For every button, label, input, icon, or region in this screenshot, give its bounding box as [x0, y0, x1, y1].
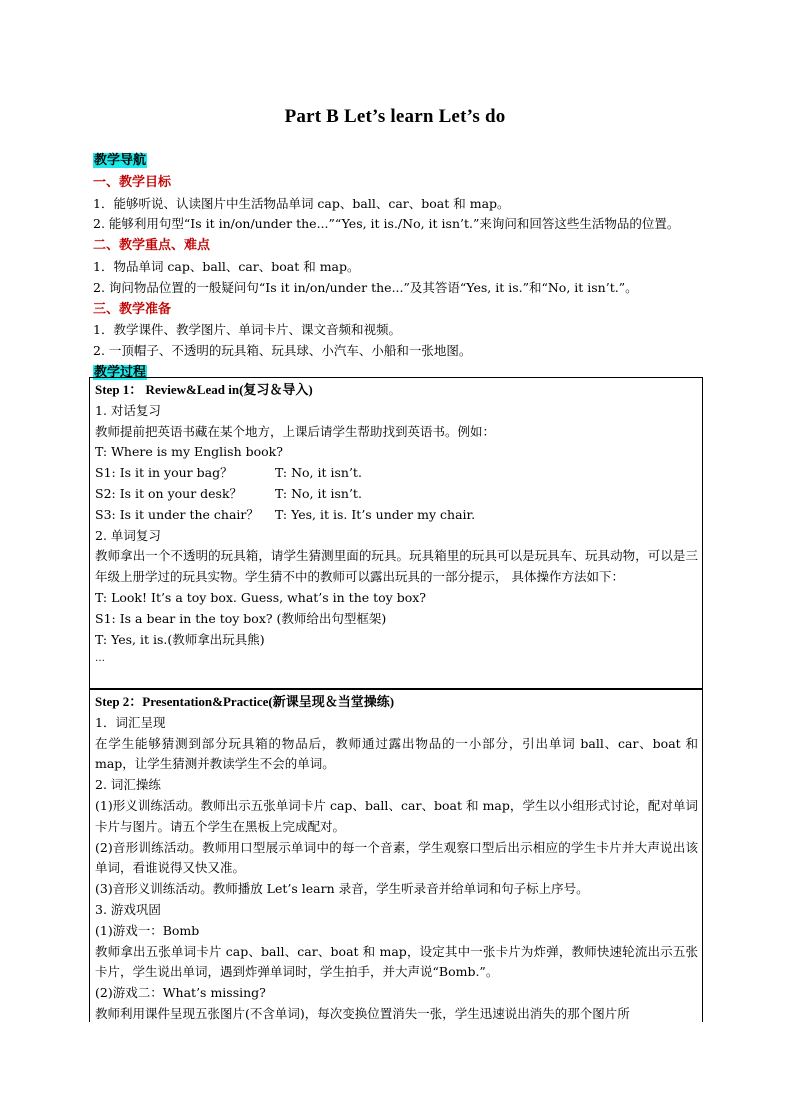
step1-paragraph: 教师拿出一个不透明的玩具箱，请学生猜测里面的玩具。玩具箱里的玩具可以是玩具车、玩具动物，可以是三年级上册学过的玩具实物。学生猜不中的教师可以露出玩具的一部分提示， 具体操作方法如下： — [95, 548, 698, 585]
dialog-row: S2: Is it on your desk？ T: No, it isn’t. — [95, 485, 362, 501]
dialog-row: S3: Is it under the chair？ T: Yes, it is. It’s under my chair. — [95, 506, 476, 522]
step1-sub-heading: 1. 对话复习 — [95, 402, 161, 418]
step1-question: T: Where is my English book? — [95, 444, 283, 460]
step2-paragraph: 教师利用课件呈现五张图片(不含单词)，每次变换位置消失一张，学生迅速说出消失的那个图片所 — [95, 1005, 630, 1021]
step2-paragraph: (3)音形义训练活动。教师播放 Let’s learn 录音，学生听录音并给单词和句子标上序号。 — [95, 881, 589, 897]
page-title: Part B Let’s learn Let’s do — [284, 106, 506, 127]
step1-line: T: Look! It’s a toy box. Guess, what’s in the toy box? — [95, 589, 426, 605]
step2-sub-heading: 1．词汇呈现 — [95, 714, 166, 730]
step2-paragraph: 在学生能够猜测到部分玩具箱的物品后，教师通过露出物品的一小部分，引出单词 ball、car、boat 和 map，让学生猜测并教读学生不会的单词。 — [95, 735, 698, 772]
keypoint-item: 2. 询问物品位置的一般疑问句“Is it in/on/under the...”及其答语“Yes, it is.”和“No, it isn’t.”。 — [93, 279, 638, 295]
dialog-row: S1: Is it in your bag？ T: No, it isn’t. — [95, 465, 362, 481]
section-goals-label: 一、教学目标 — [93, 174, 172, 190]
section-keypoints-label: 二、教学重点、难点 — [93, 238, 211, 254]
keypoint-item: 1．物品单词 cap、ball、car、boat 和 map。 — [93, 258, 360, 274]
step1-sub-heading: 2. 单词复习 — [95, 527, 161, 543]
teaching-guide — [93, 150, 705, 384]
step2-title: Step 2：Presentation&Practice(新课呈现＆当堂操练) — [95, 694, 395, 709]
game-heading: (2)游戏二：What’s missing? — [95, 985, 266, 1001]
game-heading: (1)游戏一：Bomb — [95, 922, 200, 938]
section-prep-label: 三、教学准备 — [93, 301, 172, 317]
step2-cell — [89, 689, 703, 1022]
step2-paragraph: 教师拿出五张单词卡片 cap、ball、car、boat 和 map，设定其中一张卡片为炸弹，教师快速轮流出示五张卡片，学生说出单词，遇到炸弹单词时，学生拍手，并大声说“Bomb.”。 — [95, 943, 698, 980]
goal-item: 1．能够听说、认读图片中生活物品单词 cap、ball、car、boat 和 map。 — [93, 195, 510, 211]
ellipsis: … — [95, 653, 105, 665]
step1-title: Step 1： Review&Lead in(复习＆导入) — [95, 382, 313, 397]
prep-item: 1．教学课件、教学图片、单词卡片、课文音频和视频。 — [93, 322, 401, 338]
process-heading: 教学过程 — [94, 364, 147, 380]
step1-line: T: Yes, it is.(教师拿出玩具熊) — [95, 631, 265, 647]
goal-item: 2. 能够利用句型“Is it in/on/under the...”“Yes, it is./No, it isn’t.”来询问和回答这些生活物品的位置。 — [93, 216, 680, 232]
prep-item: 2. 一顶帽子、不透明的玩具箱、玩具球、小汽车、小船和一张地图。 — [93, 343, 472, 359]
step1-line: S1: Is a bear in the toy box? (教师给出句型框架) — [95, 610, 387, 626]
guide-heading: 教学导航 — [94, 153, 147, 168]
step2-paragraph: (1)形义训练活动。教师出示五张单词卡片 cap、ball、car、boat 和 map，学生以小组形式讨论，配对单词卡片与图片。请五个学生在黑板上完成配对。 — [95, 797, 698, 834]
step2-sub-heading: 3. 游戏巩固 — [95, 901, 161, 917]
step2-paragraph: (2)音形训练活动。教师用口型展示单词中的每一个音素，学生观察口型后出示相应的学生卡片并大声说出该单词，看谁说得又快又准。 — [95, 839, 698, 876]
step2-sub-heading: 2. 词汇操练 — [95, 777, 161, 793]
step1-cell — [89, 377, 703, 689]
step1-intro: 教师提前把英语书藏在某个地方，上课后请学生帮助找到英语书。例如： — [95, 423, 496, 439]
